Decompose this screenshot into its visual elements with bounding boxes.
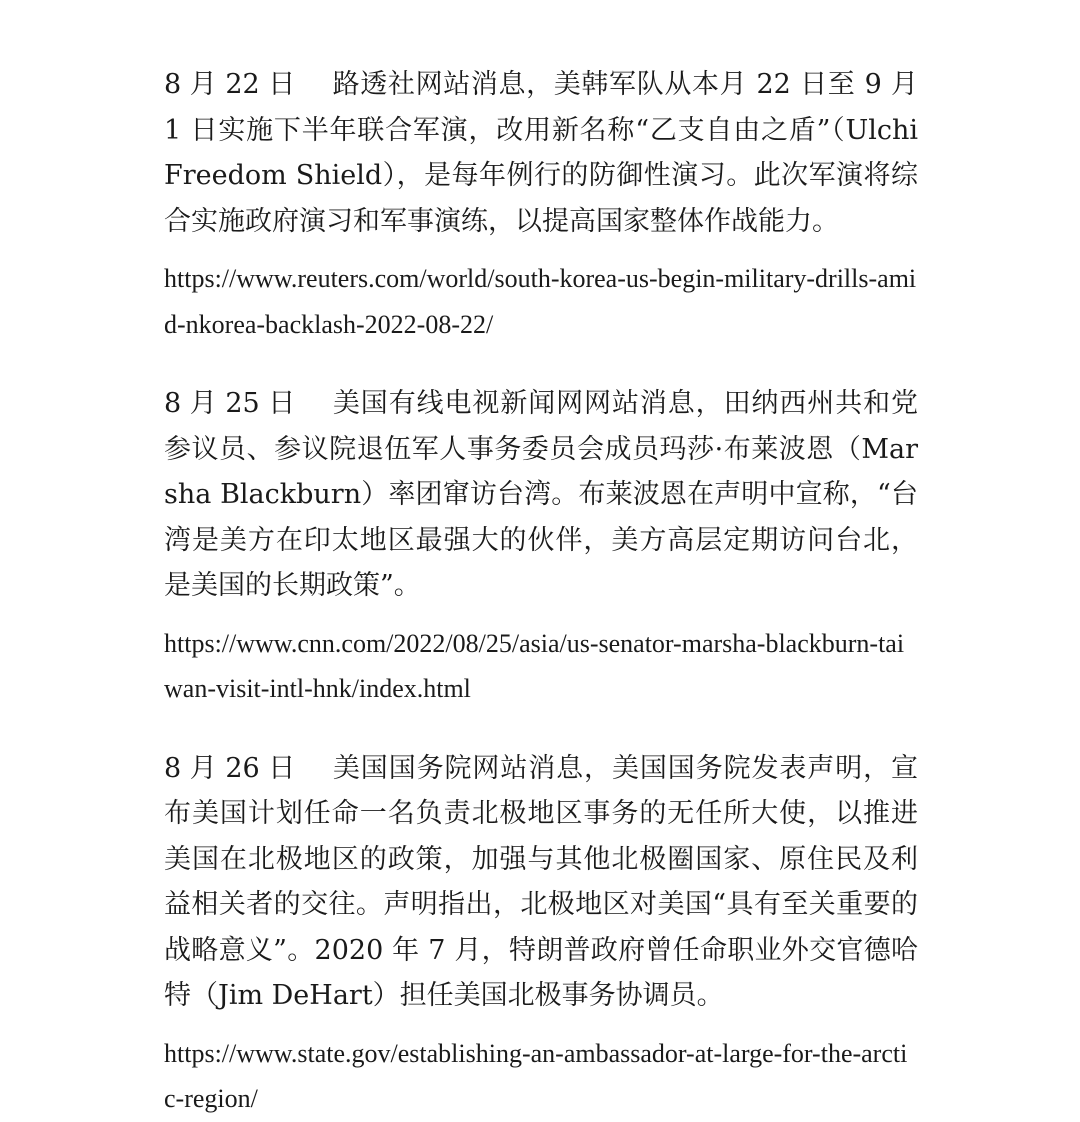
entry-text: 路透社网站消息，美韩军队从本月 22 日至 9 月 1 日实施下半年联合军演，改用新名称“乙支自由之盾”（Ulchi Freedom Shield），是每年例行的防御性演习。此次军演将综合实施政府演习和军事演练，以提高国家整体作战能力。 xyxy=(164,69,918,237)
entry-text: 美国国务院网站消息，美国国务院发表声明，宣布美国计划任命一名负责北极地区事务的无任所大使，以推进美国在北极地区的政策，加强与其他北极圈国家、原住民及利益相关者的交往。声明指出，北极地区对美国“具有至关重要的战略意义”。2020 年 7 月，特朗普政府曾任命职业外交官德哈特（Jim DeHart）担任美国北极事务协调员。 xyxy=(164,752,918,1011)
news-entry-aug-25 xyxy=(164,381,918,712)
document-body xyxy=(164,62,918,1122)
entry-date: 8 月 22 日 xyxy=(164,69,296,100)
source-url[interactable]: https://www.reuters.com/world/south-korea-us-begin-military-drills-amid-nkorea-backlash-2022-08-22/ xyxy=(164,264,917,339)
entry-date: 8 月 26 日 xyxy=(164,752,296,784)
entry-text: 美国有线电视新闻网网站消息，田纳西州共和党参议员、参议院退伍军人事务委员会成员玛莎·布莱波恩（Marsha Blackburn）率团窜访台湾。布莱波恩在声明中宣称，“台湾是美方在印太地区最强大的伙伴，美方高层定期访问台北，是美国的长期政策”。 xyxy=(164,388,918,601)
news-entry-aug-22 xyxy=(164,62,918,347)
entry-date: 8 月 25 日 xyxy=(164,388,296,419)
source-url[interactable]: https://www.state.gov/establishing-an-ambassador-at-large-for-the-arctic-region/ xyxy=(164,1038,908,1113)
entry-paragraph xyxy=(164,62,918,244)
entry-paragraph xyxy=(164,381,918,609)
entry-paragraph xyxy=(164,746,918,1019)
source-url[interactable]: https://www.cnn.com/2022/08/25/asia/us-senator-marsha-blackburn-taiwan-visit-intl-hnk/index.html xyxy=(164,628,905,703)
news-entry-aug-26 xyxy=(164,746,918,1122)
